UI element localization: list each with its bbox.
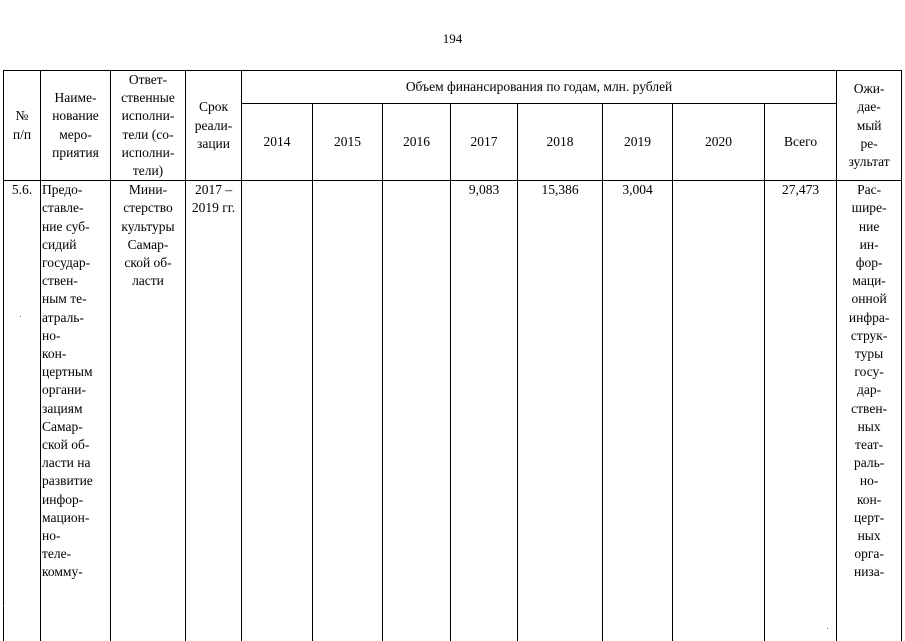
cell-result: Рас- шире- ние ин- фор- маци- онной инфра- струк- туры госу- дар- ствен- ных теат- раль- но- кон- церт- ных орга- низа- [837, 181, 902, 641]
cell-value-2016 [383, 181, 451, 641]
cell-value-2019: 3,004 [603, 181, 673, 641]
header-year: 2015 [313, 104, 383, 181]
header-result: Ожи- дае- мый ре- зультат [837, 71, 902, 181]
header-year: 2019 [603, 104, 673, 181]
scan-speck [827, 628, 828, 629]
header-year: 2018 [518, 104, 603, 181]
cell-value-2018: 15,386 [518, 181, 603, 641]
header-year: 2014 [242, 104, 313, 181]
scan-speck [20, 316, 21, 317]
header-term: Срок реали- зации [186, 71, 242, 181]
cell-value-total: 27,473 [765, 181, 837, 641]
header-year: 2020 [673, 104, 765, 181]
cell-term: 2017 – 2019 гг. [186, 181, 242, 641]
header-financing: Объем финансирования по годам, млн. рублей [242, 71, 837, 104]
cell-number: 5.6. [4, 181, 41, 641]
table-row [4, 181, 902, 641]
cell-value-2020 [673, 181, 765, 641]
header-year: 2017 [451, 104, 518, 181]
scan-speck [3, 605, 4, 606]
cell-value-2017: 9,083 [451, 181, 518, 641]
header-year: 2016 [383, 104, 451, 181]
header-total: Всего [765, 104, 837, 181]
cell-value-2014 [242, 181, 313, 641]
cell-responsible: Мини- стерство культуры Самар- ской об- ласти [111, 181, 186, 641]
page-number: 194 [442, 31, 463, 46]
financing-table [3, 70, 902, 641]
cell-name: Предо- ставле- ние суб- сидий государ- ствен- ным те- атраль- но- кон- цертным органи- зациям Самар- ской об- ласти на развитие инфор- мацион- но- теле- комму- [41, 181, 111, 641]
header-name: Наиме- нование меро- приятия [41, 71, 111, 181]
cell-value-2015 [313, 181, 383, 641]
header-responsible: Ответ- ственные исполни- тели (со- исполни- тели) [111, 71, 186, 181]
header-number: № п/п [4, 71, 41, 181]
